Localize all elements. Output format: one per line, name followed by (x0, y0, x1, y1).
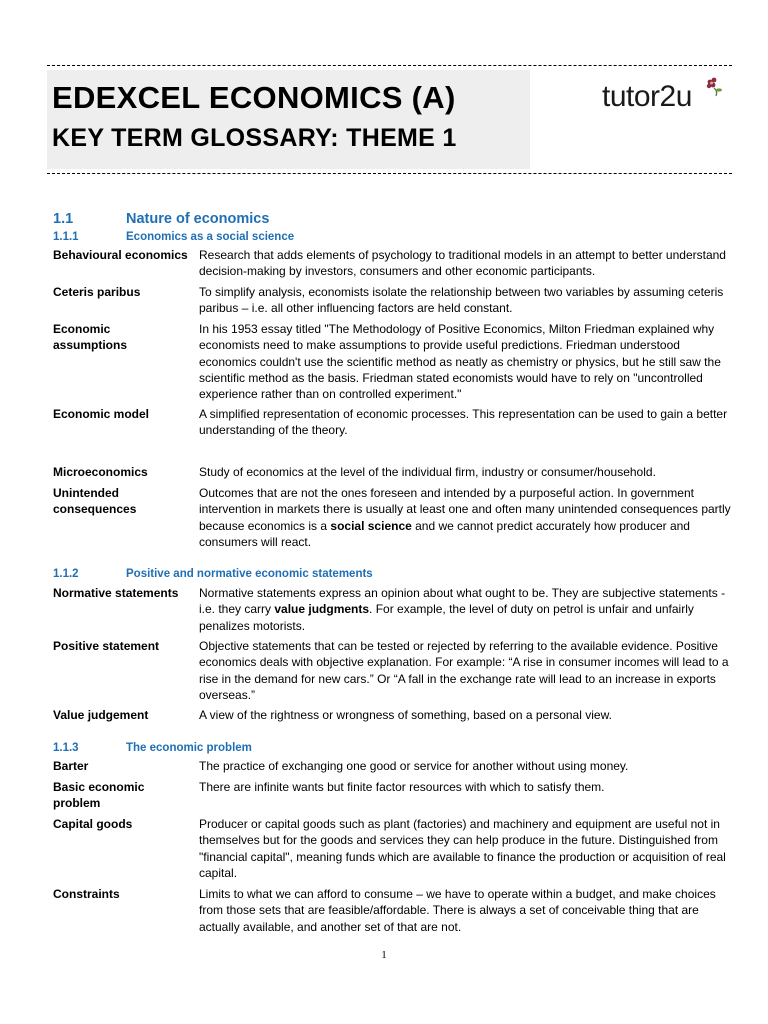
definition-text: . For example, the level of duty on petrol is unfair and unfairly penalizes motorists. (199, 602, 694, 633)
glossary-definition (199, 585, 739, 634)
flower-icon (700, 76, 730, 98)
logo-text: tutor2u (602, 80, 692, 113)
glossary-definition: Research that adds elements of psychology to traditional models in an attempt to better understand decision-making by investors, consumers and other economic participants. (199, 248, 726, 279)
glossary-definition: Producer or capital goods such as plant (factories) and machinery and equipment are useful not in themselves but for the goods and services they can help produce in the future. Distinguished from "financial capital", meaning funds which are available to finance the production or acquisition of real capital. (199, 817, 726, 880)
glossary-term: Capital goods (53, 817, 133, 831)
section-number: 1.1 (53, 211, 74, 227)
glossary-term: Economic assumptions (53, 322, 128, 353)
glossary-term: Economic model (53, 407, 150, 421)
glossary-term: Behavioural economics (53, 248, 188, 262)
glossary-definition: A simplified representation of economic processes. This representation can be used to gain a better understanding of the theory. (199, 407, 728, 438)
glossary-definition: The practice of exchanging one good or service for another without using money. (199, 759, 629, 773)
glossary-definition: In his 1953 essay titled "The Methodology of Positive Economics, Milton Friedman explained why economists need to make assumptions to provide useful predictions. Friedman understood economics couldn't use the scientific method as neatly as chemistry or physics, but he still saw the scientific method as the basis. Friedman stated economists would have to rely on "uncontrolled experience rather than on controlled experiment." (199, 322, 721, 402)
subsection-number: 1.1.3 (53, 742, 79, 754)
definition-text: Normative statements express an opinion about what ought to be. They are subjective statements - i.e. they carry (199, 586, 726, 617)
glossary-term: Barter (53, 759, 89, 773)
glossary-definition: There are infinite wants but finite factor resources with which to satisfy them. (199, 780, 605, 794)
glossary-definition (199, 485, 739, 550)
definition-text: and we cannot predict accurately how producer and consumers will react. (199, 518, 690, 549)
document-subtitle: KEY TERM GLOSSARY: THEME 1 (52, 124, 457, 152)
glossary-term: Value judgement (53, 708, 149, 722)
glossary-definition: A view of the rightness or wrongness of something, based on a personal view. (199, 708, 612, 722)
definition-bold-text: value judgments (274, 602, 370, 617)
subsection-title: Economics as a social science (126, 231, 295, 243)
bottom-dashed-rule (47, 173, 732, 174)
glossary-term: Unintended consequences (53, 486, 137, 517)
subsection-title: Positive and normative economic statements (126, 568, 373, 580)
glossary-term: Ceteris paribus (53, 285, 141, 299)
top-dashed-rule (47, 65, 732, 66)
document-title: EDEXCEL ECONOMICS (A) (52, 80, 456, 115)
glossary-term: Basic economic problem (53, 780, 145, 811)
page-number: 1 (381, 949, 387, 961)
glossary-definition: Limits to what we can afford to consume – we have to operate within a budget, and make choices from those sets that are feasible/affordable. There is always a set of conceivable thing that are actually available, and another set of that are not. (199, 887, 716, 934)
glossary-definition: To simplify analysis, economists isolate the relationship between two variables by assuming ceteris paribus – i.e. all other influencing factors are held constant. (199, 285, 724, 316)
definition-bold-text: social science (330, 518, 412, 533)
section-title: Nature of economics (126, 211, 270, 227)
glossary-term: Normative statements (53, 586, 179, 600)
glossary-definition: Objective statements that can be tested or rejected by referring to the available evidence. Positive economics deals with objective explanation. For example: “A rise in consumer incomes will lead to a rise in the demand for new cars.” Or “A fall in the exchange rate will lead to an increase in exports overseas.” (199, 639, 729, 702)
glossary-definition: Study of economics at the level of the individual firm, industry or consumer/household. (199, 465, 656, 479)
subsection-number: 1.1.1 (53, 231, 79, 243)
tutor2u-logo (602, 80, 692, 114)
glossary-term: Constraints (53, 887, 120, 901)
glossary-term: Microeconomics (53, 465, 148, 479)
subsection-title: The economic problem (126, 742, 252, 754)
definition-text: Outcomes that are not the ones foreseen and intended by a purposeful action. In government intervention in markets there is usually at least one and often many unintended consequences partly because economics is a (199, 486, 731, 533)
subsection-number: 1.1.2 (53, 568, 79, 580)
glossary-term: Positive statement (53, 639, 160, 653)
